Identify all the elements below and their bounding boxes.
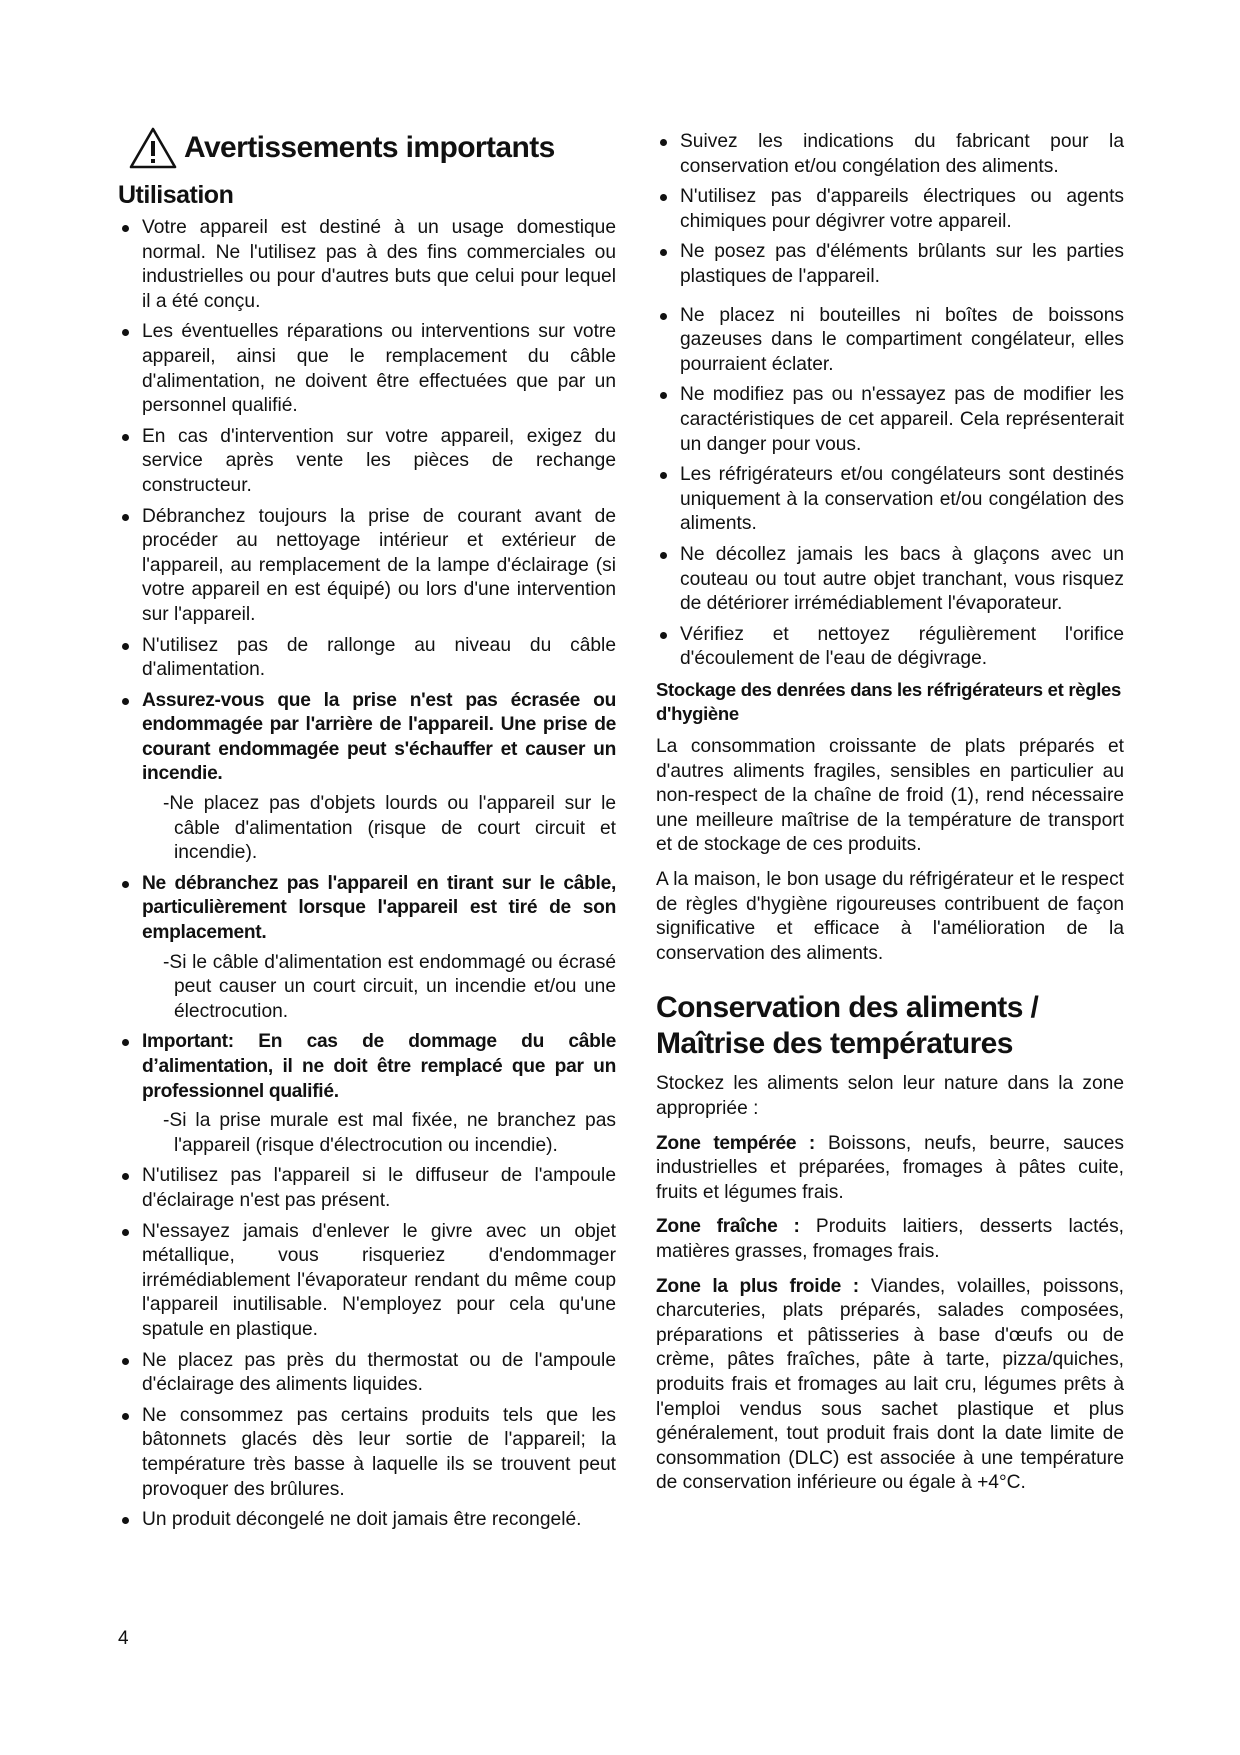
list-item: N'utilisez pas d'appareils électriques ou agents chimiques pour dégivrer votre appareil.: [656, 185, 1124, 234]
list-item: Débranchez toujours la prise de courant avant de procéder au nettoyage intérieur et extérieur de l'appareil, au remplacement de la lampe d'éclairage (si votre appareil en est équipé) ou lors d'une intervention sur l'appareil.: [118, 505, 616, 628]
storage-heading: Stockage des denrées dans les réfrigérateurs et règles d'hygiène: [656, 678, 1122, 725]
list-item: Suivez les indications du fabricant pour la conservation et/ou congélation des aliments.: [656, 130, 1124, 179]
list-sub-item: -Si la prise murale est mal fixée, ne branchez pas l'appareil (risque d'électrocution ou incendie).: [163, 1110, 616, 1156]
zone-paragraph: [656, 1215, 1124, 1264]
usage-list: [118, 216, 616, 1533]
zone-label: Zone tempérée :: [656, 1132, 816, 1154]
list-item-bold-text: Ne débranchez pas l'appareil en tirant sur le câble, particulièrement lorsque l'appareil est tiré de son emplacement.: [142, 872, 616, 944]
conservation-title-line: Conservation des aliments /: [656, 991, 1039, 1025]
right-column: [656, 130, 1124, 1506]
left-column: [118, 126, 616, 1539]
zone-text: Boissons, neufs, beurre, sauces industrielles et préparées, fromages à pâtes cuite, fruits et légumes frais.: [656, 1132, 1124, 1203]
zone-paragraph: [656, 1275, 1124, 1496]
list-item-bold-text: Important: En cas de dommage du câble d’alimentation, il ne doit être remplacé que par un professionnel qualifié.: [142, 1031, 616, 1102]
list-item: Ne consommez pas certains produits tels que les bâtonnets glacés dès leur sortie de l'appareil; la température très basse à laquelle ils se trouvent peut provoquer des brûlures.: [118, 1404, 616, 1502]
list-item: Votre appareil est destiné à un usage domestique normal. Ne l'utilisez pas à des fins commerciales ou industrielles ou pour d'autres buts que celui pour lequel il a été conçu.: [118, 216, 616, 314]
warnings-title-text: Avertissements importants: [184, 131, 555, 164]
usage-subtitle: Utilisation: [118, 181, 234, 209]
conservation-title-line: Maîtrise des températures: [656, 1027, 1013, 1061]
safety-list-a: [656, 130, 1124, 290]
list-item: Ne modifiez pas ou n'essayez pas de modifier les caractéristiques de cet appareil. Cela représenterait un danger pour vous.: [656, 383, 1124, 457]
list-item: N'essayez jamais d'enlever le givre avec un objet métallique, vous risqueriez d'endommager irrémédiablement l'évaporateur rendant du même coup l'appareil inutilisable. N'employez pour cela qu'une spatule en plastique.: [118, 1220, 616, 1343]
zone-text: Produits laitiers, desserts lactés, matières grasses, fromages frais.: [656, 1216, 1124, 1262]
list-item: Les éventuelles réparations ou interventions sur votre appareil, ainsi que le remplacement du câble d'alimentation, ne doivent être effectuées que par un personnel qualifié.: [118, 320, 616, 418]
list-item: N'utilisez pas l'appareil si le diffuseur de l'ampoule d'éclairage n'est pas présent.: [118, 1164, 616, 1213]
list-item-bold-text: Assurez-vous que la prise n'est pas écrasée ou endommagée par l'arrière de l'appareil. Une prise de courant endommagée peut s'échauffer et causer un incendie.: [142, 689, 616, 785]
conservation-title: [656, 990, 1124, 1062]
conservation-intro: Stockez les aliments selon leur nature dans la zone appropriée :: [656, 1073, 1124, 1119]
storage-paragraph: La consommation croissante de plats préparés et d'autres aliments fragiles, sensibles en particulier au non-respect de la chaîne de froid (1), rend nécessaire une meilleure maîtrise de la température de transport et de stockage de ces produits.: [656, 736, 1124, 856]
list-item: Ne placez pas près du thermostat ou de l'ampoule d'éclairage des aliments liquides.: [118, 1349, 616, 1398]
zone-text: Viandes, volailles, poissons, charcuteries, plats préparés, salades composées, préparations et pâtisseries à base d'œufs ou de crème, pâtes fraîches, pâte à tarte, pizza/quiches, produits frais et fromages au lait cru, légumes prêts à l'emploi vendus sous sachet plastique et plus généralement, tout produit frais dont la date limite de consommation (DLC) est associée à une température de conservation inférieure ou égale à +4°C.: [656, 1275, 1124, 1494]
list-item: N'utilisez pas de rallonge au niveau du câble d'alimentation.: [118, 634, 616, 683]
zone-label: Zone la plus froide :: [656, 1275, 859, 1297]
list-sub-item: -Si le câble d'alimentation est endommagé ou écrasé peut causer un court circuit, un incendie et/ou une électrocution.: [163, 951, 616, 1022]
warning-triangle-icon: [128, 126, 178, 170]
zone-paragraph: [656, 1132, 1124, 1206]
list-item: Un produit décongelé ne doit jamais être recongelé.: [118, 1508, 616, 1533]
list-item: Les réfrigérateurs et/ou congélateurs sont destinés uniquement à la conservation et/ou congélation des aliments.: [656, 463, 1124, 537]
list-item: Ne placez ni bouteilles ni boîtes de boissons gazeuses dans le compartiment congélateur, elles pourraient éclater.: [656, 304, 1124, 378]
list-item: En cas d'intervention sur votre appareil, exigez du service après vente les pièces de rechange constructeur.: [118, 425, 616, 499]
safety-list-b: [656, 304, 1124, 672]
list-item-bold: [118, 689, 616, 866]
list-item: Vérifiez et nettoyez régulièrement l'orifice d'écoulement de l'eau de dégivrage.: [656, 623, 1124, 672]
zone-label: Zone fraîche :: [656, 1216, 800, 1238]
list-sub-item: -Ne placez pas d'objets lourds ou l'appareil sur le câble d'alimentation (risque de court circuit et incendie).: [163, 793, 616, 864]
list-item: Ne posez pas d'éléments brûlants sur les parties plastiques de l'appareil.: [656, 240, 1124, 289]
list-item-bold: [118, 872, 616, 1025]
list-item: Ne décollez jamais les bacs à glaçons avec un couteau ou tout autre objet tranchant, vous risquez de détériorer irrémédiablement l'évaporateur.: [656, 543, 1124, 617]
storage-paragraph: A la maison, le bon usage du réfrigérateur et le respect de règles d'hygiène rigoureuses contribuent de façon significative et efficace à l'amélioration de la conservation des aliments.: [656, 869, 1124, 964]
list-item-bold: [118, 1030, 616, 1158]
warnings-title: [128, 126, 616, 170]
page-number: 4: [118, 1628, 129, 1649]
